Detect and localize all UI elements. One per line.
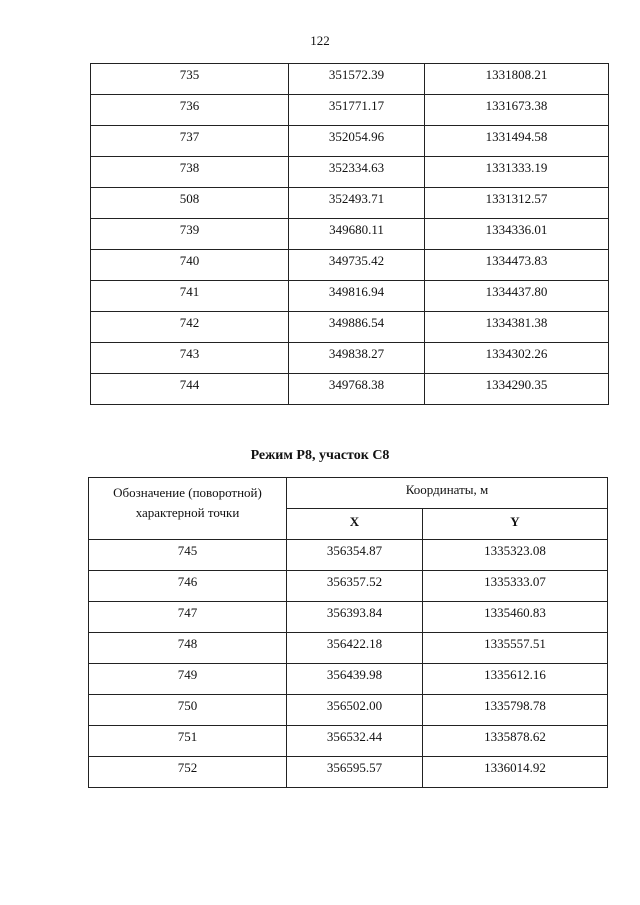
y-coordinate-cell: 1334290.35 bbox=[425, 374, 609, 405]
table-body bbox=[89, 540, 608, 788]
table-row bbox=[91, 64, 609, 95]
point-id-cell: 744 bbox=[91, 374, 289, 405]
table-row bbox=[89, 726, 608, 757]
point-id-cell: 748 bbox=[89, 633, 287, 664]
y-coordinate-cell: 1335798.78 bbox=[423, 695, 608, 726]
y-coordinate-cell: 1331673.38 bbox=[425, 95, 609, 126]
point-id-cell: 749 bbox=[89, 664, 287, 695]
point-id-cell: 745 bbox=[89, 540, 287, 571]
table-row bbox=[89, 633, 608, 664]
x-coordinate-cell: 349816.94 bbox=[289, 281, 425, 312]
table-row bbox=[91, 281, 609, 312]
point-id-cell: 741 bbox=[91, 281, 289, 312]
y-coordinate-cell: 1335333.07 bbox=[423, 571, 608, 602]
point-id-cell: 508 bbox=[91, 188, 289, 219]
coordinates-table-continued bbox=[90, 63, 609, 405]
point-id-cell: 743 bbox=[91, 343, 289, 374]
point-id-cell: 739 bbox=[91, 219, 289, 250]
x-coordinate-cell: 356532.44 bbox=[287, 726, 423, 757]
x-coordinate-cell: 356439.98 bbox=[287, 664, 423, 695]
y-coordinate-cell: 1335323.08 bbox=[423, 540, 608, 571]
y-coordinate-cell: 1335612.16 bbox=[423, 664, 608, 695]
x-coordinate-cell: 352054.96 bbox=[289, 126, 425, 157]
x-coordinate-cell: 356595.57 bbox=[287, 757, 423, 788]
table-header bbox=[89, 478, 608, 540]
table-row bbox=[91, 95, 609, 126]
table-row bbox=[91, 157, 609, 188]
page-number: 122 bbox=[310, 33, 330, 48]
y-coordinate-cell: 1331333.19 bbox=[425, 157, 609, 188]
table-row bbox=[91, 374, 609, 405]
table-row bbox=[91, 312, 609, 343]
x-coordinate-cell: 351572.39 bbox=[289, 64, 425, 95]
y-coordinate-cell: 1334437.80 bbox=[425, 281, 609, 312]
table-row bbox=[89, 571, 608, 602]
table-row bbox=[89, 695, 608, 726]
x-coordinate-cell: 349768.38 bbox=[289, 374, 425, 405]
y-coordinate-cell: 1331808.21 bbox=[425, 64, 609, 95]
x-coordinate-cell: 356393.84 bbox=[287, 602, 423, 633]
table-row bbox=[91, 188, 609, 219]
y-coordinate-cell: 1334473.83 bbox=[425, 250, 609, 281]
point-id-cell: 752 bbox=[89, 757, 287, 788]
y-coordinate-cell: 1334381.38 bbox=[425, 312, 609, 343]
x-coordinate-cell: 356357.52 bbox=[287, 571, 423, 602]
point-id-cell: 736 bbox=[91, 95, 289, 126]
y-coordinate-cell: 1331494.58 bbox=[425, 126, 609, 157]
point-id-cell: 746 bbox=[89, 571, 287, 602]
y-coordinate-cell: 1335878.62 bbox=[423, 726, 608, 757]
point-id-cell: 738 bbox=[91, 157, 289, 188]
y-coordinate-cell: 1331312.57 bbox=[425, 188, 609, 219]
table-row bbox=[91, 250, 609, 281]
x-coordinate-cell: 349838.27 bbox=[289, 343, 425, 374]
y-coordinate-cell: 1334302.26 bbox=[425, 343, 609, 374]
point-id-cell: 750 bbox=[89, 695, 287, 726]
y-coordinate-cell: 1336014.92 bbox=[423, 757, 608, 788]
coordinates-table-c8 bbox=[88, 477, 608, 788]
table-body bbox=[91, 64, 609, 405]
point-id-cell: 740 bbox=[91, 250, 289, 281]
x-coordinate-cell: 349680.11 bbox=[289, 219, 425, 250]
table-row bbox=[89, 602, 608, 633]
point-id-cell: 737 bbox=[91, 126, 289, 157]
section-title: Режим Р8, участок С8 bbox=[250, 448, 390, 463]
y-coordinate-cell: 1334336.01 bbox=[425, 219, 609, 250]
table-row bbox=[89, 757, 608, 788]
table-row bbox=[89, 540, 608, 571]
table-row bbox=[91, 219, 609, 250]
x-coordinate-cell: 352493.71 bbox=[289, 188, 425, 219]
x-coordinate-cell: 356422.18 bbox=[287, 633, 423, 664]
header-coordinates: Координаты, м bbox=[287, 478, 608, 509]
x-coordinate-cell: 356354.87 bbox=[287, 540, 423, 571]
y-coordinate-cell: 1335557.51 bbox=[423, 633, 608, 664]
point-id-cell: 735 bbox=[91, 64, 289, 95]
x-coordinate-cell: 352334.63 bbox=[289, 157, 425, 188]
x-coordinate-cell: 351771.17 bbox=[289, 95, 425, 126]
y-coordinate-cell: 1335460.83 bbox=[423, 602, 608, 633]
x-coordinate-cell: 356502.00 bbox=[287, 695, 423, 726]
header-point-designation: Обозначение (поворотной) характерной точки bbox=[89, 478, 287, 540]
point-id-cell: 751 bbox=[89, 726, 287, 757]
header-x: X bbox=[287, 509, 423, 540]
header-y: Y bbox=[423, 509, 608, 540]
point-id-cell: 747 bbox=[89, 602, 287, 633]
point-id-cell: 742 bbox=[91, 312, 289, 343]
x-coordinate-cell: 349886.54 bbox=[289, 312, 425, 343]
table-row bbox=[91, 126, 609, 157]
table-row bbox=[89, 664, 608, 695]
x-coordinate-cell: 349735.42 bbox=[289, 250, 425, 281]
table-row bbox=[91, 343, 609, 374]
